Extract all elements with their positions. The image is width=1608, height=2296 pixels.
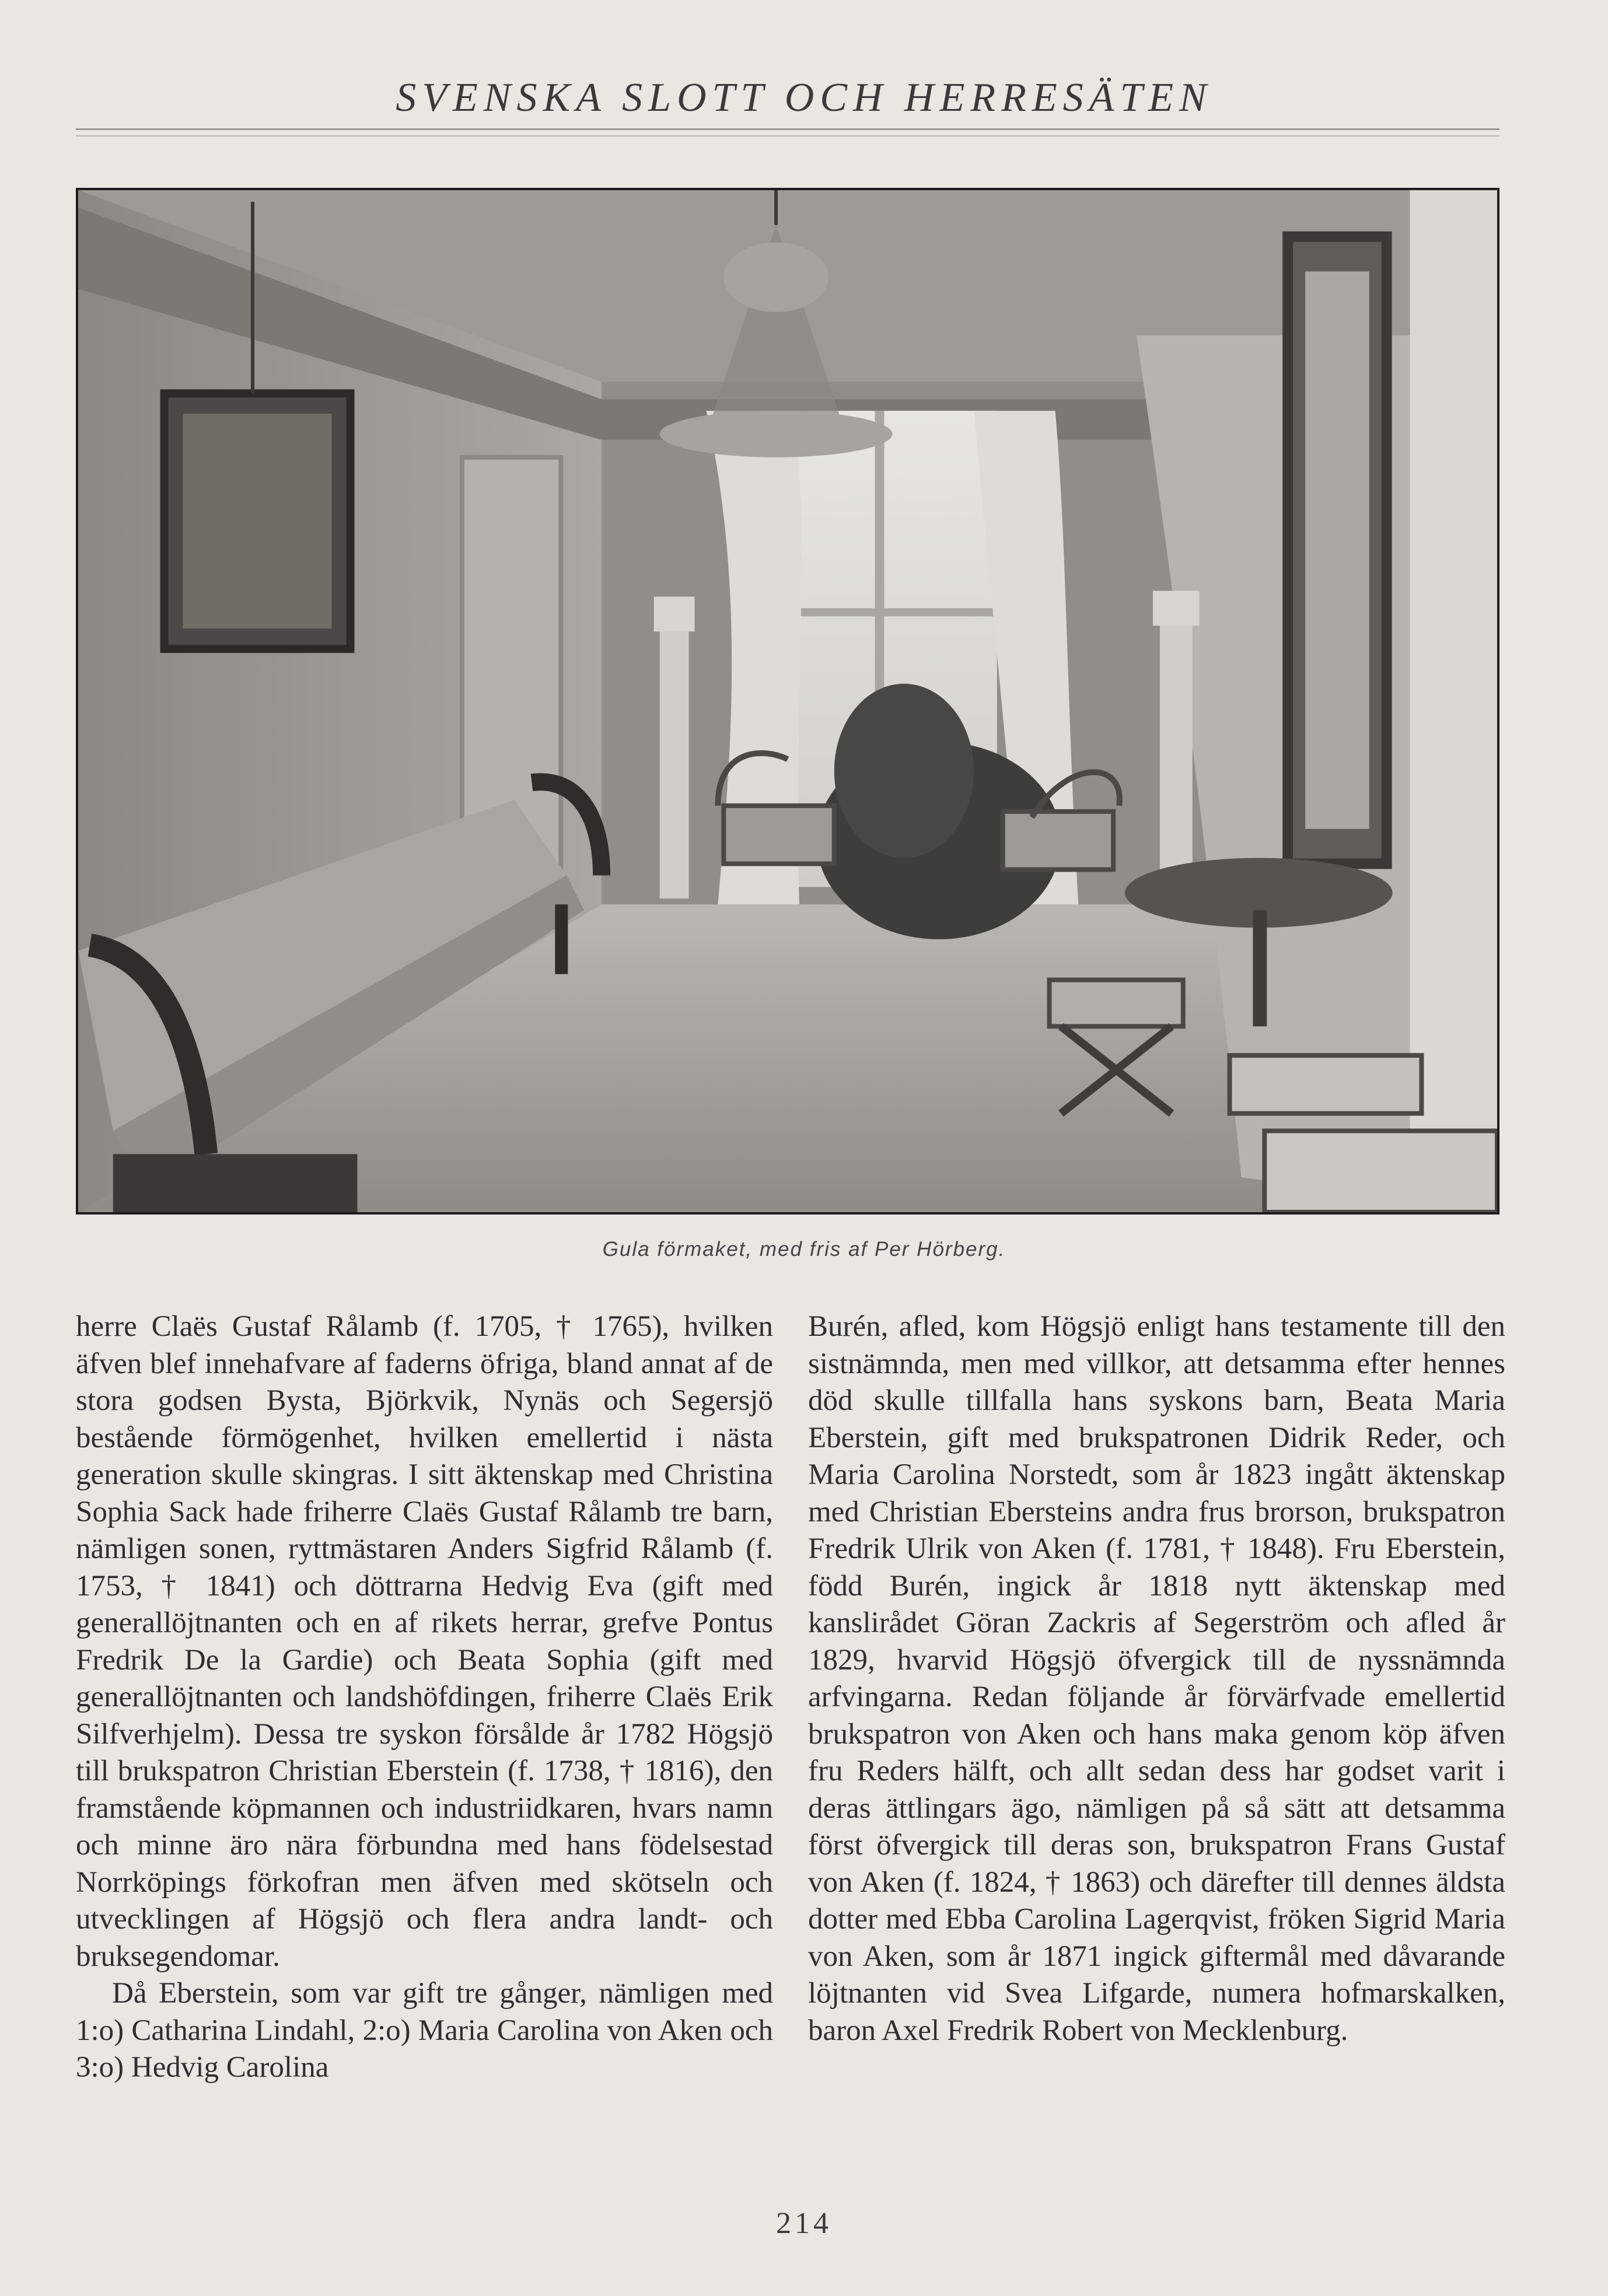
header-rule-thin [76,135,1499,136]
salon-illustration [78,190,1497,1212]
paragraph: Burén, afled, kom Högsjö enligt hans testamente till den sistnämnda, men med villkor, att detsamma efter hennes död skulle tillfalla hans syskons barn, Beata Maria Eberstein, gift med brukspatronen Didrik Reder, och Maria Carolina Norstedt, som år 1823 ingått äktenskap med Christian Ebersteins andra frus brorson, brukspatron Fredrik Ulrik von Aken (f. 1781, † 1848). Fru Eberstein, född Burén, ingick år 1818 nytt äktenskap med kanslirådet Göran Zackris af Segerström och afled år 1829, hvarvid Högsjö öfvergick till de nyssnämnda arfvingarna. Redan följande år förvärfvade emellertid brukspatron von Aken och hans maka genom köp äfven fru Reders hälft, och allt sedan dess har godset varit i deras ättlingars ägo, nämligen på så sätt att detsamma först öfvergick till deras son, brukspatron Frans Gustaf von Aken (f. 1824, † 1863) och därefter till dennes äldsta dotter med Ebba Carolina Lagerqvist, fröken Sigrid Maria von Aken, som år 1871 ingick giftermål med dåvarande löjtnanten vid Svea Lifgarde, numera hofmarskalken, baron Axel Fredrik Robert von Mecklenburg. [808,1310,1505,2047]
text-column-left [76,1308,773,2087]
header-rule [76,128,1499,130]
paragraph: Då Eberstein, som var gift tre gånger, nämligen med 1:o) Catharina Lindahl, 2:o) Maria Carolina von Aken och 3:o) Hedvig Carolina [76,1977,773,2084]
figure-caption: Gula förmaket, med fris af Per Hörberg. [602,1238,1006,1261]
paragraph: herre Claës Gustaf Rålamb (f. 1705, † 1765), hvilken äfven blef innehafvare af faderns öfriga, bland annat af de stora godsen Bysta, Björkvik, Nynäs och Segersjö bestående förmögenhet, hvilken emellertid i nästa generation skulle skingras. I sitt äktenskap med Christina Sophia Sack hade friherre Claës Gustaf Rålamb tre barn, nämligen sonen, ryttmästaren Anders Sigfrid Rålamb (f. 1753, † 1841) och döttrarna Hedvig Eva (gift med generallöjtnanten och en af rikets herrar, grefve Pontus Fredrik De la Gardie) och Beata Sophia (gift med generallöjtnanten och landshöfdingen, friherre Claës Erik Silfverhjelm). Dessa tre syskon försålde år 1782 Högsjö till brukspatron Christian Eberstein (f. 1738, † 1816), den framstående köpmannen och industriidkaren, hvars namn och minne äro nära förbundna med hans födelsestad Norrköpings förkofran men äfven med skötseln och utvecklingen af Högsjö och flera andra landt- och bruksegendomar. [76,1310,773,1973]
text-column-right [808,1308,1505,2049]
page-number: 214 [776,2207,832,2240]
interior-photograph [76,188,1499,1214]
running-header: SVENSKA SLOTT OCH HERRESÄTEN [396,75,1212,120]
